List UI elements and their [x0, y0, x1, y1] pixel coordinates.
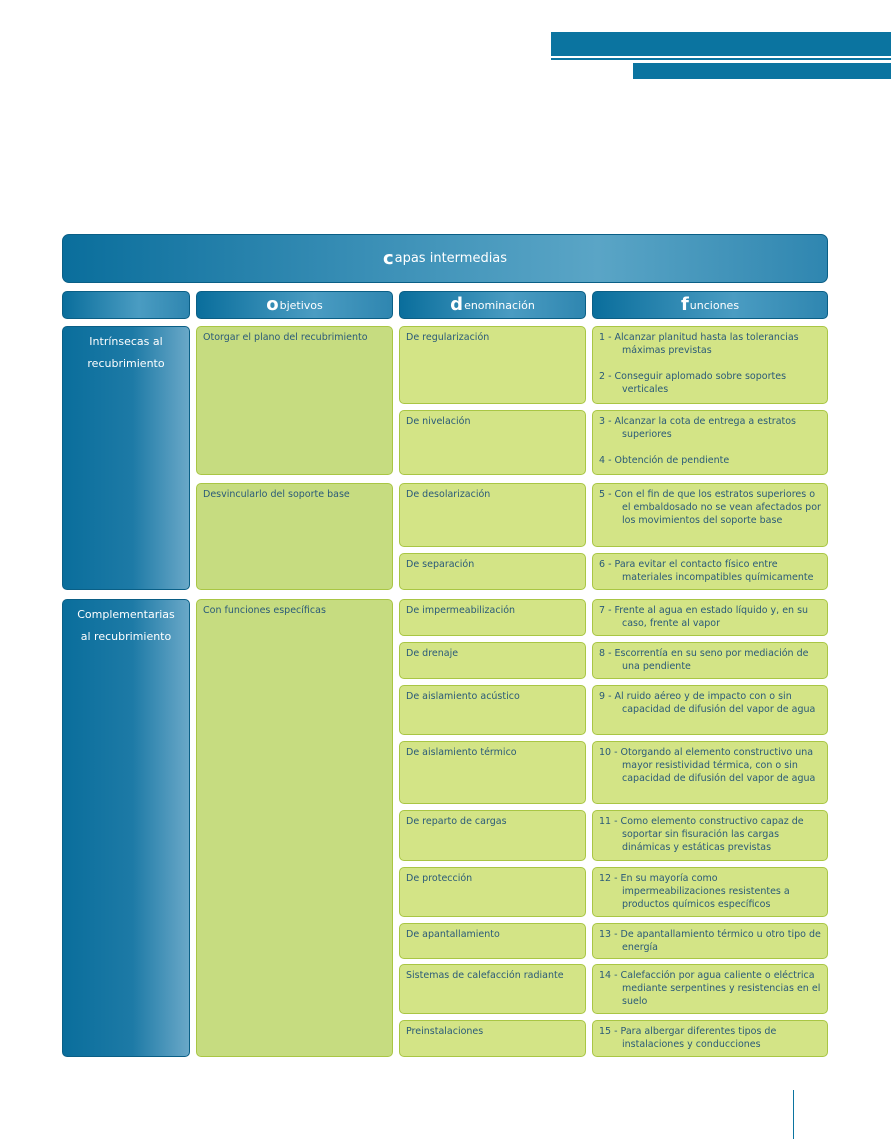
funciones-cell	[592, 867, 828, 917]
header-objetivos-initial: o	[266, 294, 279, 315]
group-label-line1: Intrínsecas al	[89, 335, 163, 348]
objetivo-cell	[196, 326, 393, 475]
denominacion-cell	[399, 1020, 586, 1057]
denominacion-text: De reparto de cargas	[406, 816, 507, 827]
denominacion-cell	[399, 741, 586, 804]
funciones-cell	[592, 810, 828, 861]
group-label-line2: al recubrimiento	[80, 630, 172, 643]
denominacion-cell	[399, 483, 586, 547]
denominacion-text: De apantallamiento	[406, 929, 500, 940]
header-denominacion-rest: enominación	[464, 298, 535, 312]
header-objetivos	[196, 291, 393, 319]
group-label-line1: Complementarias	[77, 608, 175, 621]
denominacion-cell	[399, 642, 586, 679]
funcion-text: 2 - Conseguir aplomado sobre soportes verticales	[599, 371, 787, 395]
funcion-text: 4 - Obtención de pendiente	[599, 455, 730, 466]
denominacion-cell	[399, 326, 586, 404]
title-rest: apas intermedias	[394, 251, 508, 266]
denominacion-cell	[399, 964, 586, 1014]
denominacion-text: De aislamiento acústico	[406, 691, 520, 702]
group-complementarias	[62, 599, 190, 1057]
objetivo-text: Otorgar el plano del recubrimiento	[203, 332, 368, 343]
funciones-cell	[592, 599, 828, 636]
page-edge-line	[793, 1090, 794, 1139]
funciones-cell	[592, 741, 828, 804]
funcion-text: 7 - Frente al agua en estado líquido y, en su caso, frente al vapor	[599, 605, 809, 629]
funciones-cell	[592, 923, 828, 959]
funciones-cell	[592, 685, 828, 735]
denominacion-text: De separación	[406, 559, 475, 570]
denominacion-cell	[399, 685, 586, 735]
denominacion-text: De protección	[406, 873, 473, 884]
denominacion-text: De impermeabilización	[406, 605, 516, 616]
objetivo-text: Desvincularlo del soporte base	[203, 489, 350, 500]
denominacion-cell	[399, 553, 586, 590]
funcion-text: 8 - Escorrentía en su seno por mediación de una pendiente	[599, 648, 809, 672]
funciones-cell	[592, 1020, 828, 1057]
denominacion-cell	[399, 810, 586, 861]
denominacion-cell	[399, 599, 586, 636]
header-denominacion-initial: d	[450, 294, 464, 315]
header-denominacion	[399, 291, 586, 319]
funciones-cell	[592, 553, 828, 590]
funciones-cell	[592, 326, 828, 404]
denominacion-text: Sistemas de calefacción radiante	[406, 970, 564, 981]
group-label-line2: recubrimiento	[87, 357, 165, 370]
objetivo-cell	[196, 483, 393, 590]
title-initial: c	[382, 247, 394, 269]
denominacion-text: De desolarización	[406, 489, 491, 500]
denominacion-cell	[399, 410, 586, 475]
top-bar-upper	[551, 32, 891, 56]
funcion-text: 5 - Con el fin de que los estratos superiores o el embaldosado no se vean afectados por los movimientos del soporte base	[599, 489, 821, 526]
header-funciones-rest: unciones	[689, 298, 740, 312]
funcion-text: 12 - En su mayoría como impermeabilizaciones resistentes a productos químicos específicos	[599, 873, 790, 910]
denominacion-text: De aislamiento térmico	[406, 747, 517, 758]
objetivo-cell	[196, 599, 393, 1057]
funcion-text: 14 - Calefacción por agua caliente o eléctrica mediante serpentines y resistencias en el suelo	[599, 970, 821, 1007]
funciones-cell	[592, 410, 828, 475]
group-intrinsecas	[62, 326, 190, 590]
denominacion-text: De regularización	[406, 332, 490, 343]
funcion-text: 15 - Para albergar diferentes tipos de instalaciones y conducciones	[599, 1026, 777, 1050]
header-funciones-initial: f	[680, 294, 689, 315]
denominacion-text: De nivelación	[406, 416, 471, 427]
funcion-text: 9 - Al ruido aéreo y de impacto con o sin capacidad de difusión del vapor de agua	[599, 691, 816, 715]
funcion-text: 10 - Otorgando al elemento constructivo una mayor resistividad térmica, con o sin capacidad de difusión del vapor de agua	[599, 747, 816, 784]
denominacion-text: Preinstalaciones	[406, 1026, 484, 1037]
header-objetivos-rest: bjetivos	[279, 298, 323, 312]
table-title	[62, 234, 828, 283]
top-bar-divider	[551, 58, 891, 60]
funcion-text: 6 - Para evitar el contacto físico entre materiales incompatibles químicamente	[599, 559, 814, 583]
denominacion-text: De drenaje	[406, 648, 459, 659]
header-funciones	[592, 291, 828, 319]
funcion-text: 11 - Como elemento constructivo capaz de soportar sin fisuración las cargas dinámicas y estáticas previstas	[599, 816, 804, 853]
funciones-cell	[592, 642, 828, 679]
funciones-cell	[592, 964, 828, 1014]
denominacion-cell	[399, 867, 586, 917]
objetivo-text: Con funciones específicas	[203, 605, 326, 616]
funcion-text: 1 - Alcanzar planitud hasta las tolerancias máximas previstas	[599, 332, 799, 356]
funciones-cell	[592, 483, 828, 547]
header-blank	[62, 291, 190, 319]
denominacion-cell	[399, 923, 586, 959]
funcion-text: 13 - De apantallamiento térmico u otro tipo de energía	[599, 929, 821, 953]
top-bar-lower	[633, 63, 891, 79]
funcion-text: 3 - Alcanzar la cota de entrega a estratos superiores	[599, 416, 797, 440]
